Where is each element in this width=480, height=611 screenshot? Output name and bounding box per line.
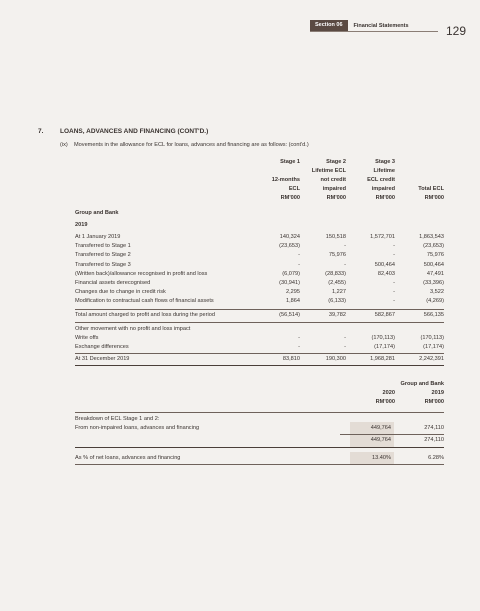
col-header: Lifetime — [373, 168, 395, 174]
cell-value: - — [298, 344, 300, 350]
cell-value: (4,269) — [426, 298, 444, 305]
cell-value: - — [344, 261, 346, 268]
cell-value: (56,514) — [279, 312, 300, 319]
cell-value: 47,491 — [426, 270, 444, 277]
sub-title: Movements in the allowance for ECL for loans, advances and financing are as follows: (cont'd.) — [74, 142, 309, 148]
header-rule — [310, 31, 438, 32]
cell-value: 1,227 — [332, 289, 346, 296]
cell-value: (33,396) — [423, 280, 444, 286]
cell-value: - — [393, 289, 395, 296]
cell-value: (23,653) — [423, 243, 444, 250]
cell-value: 500,464 — [374, 261, 395, 268]
cell-value: - — [393, 280, 395, 286]
rule — [75, 412, 444, 413]
row-label: (Written back)/allowance recognised in profit and loss — [75, 270, 208, 277]
col-header: ECL — [288, 186, 300, 192]
cell-value: 150,518 — [325, 234, 346, 240]
cell-value: 39,782 — [328, 312, 346, 319]
row-label: Total amount charged to profit and loss during the period — [75, 312, 215, 319]
row-label: Exchange differences — [75, 344, 129, 350]
section-header — [310, 20, 409, 31]
cell-value: - — [344, 243, 346, 250]
group-label: Group and Bank — [75, 210, 119, 216]
col-header: not credit — [320, 177, 346, 183]
table2-group-label: Group and Bank — [400, 381, 444, 387]
cell-value: - — [344, 344, 346, 350]
cell-value: (30,941) — [279, 280, 300, 286]
cell-value: 1,864 — [286, 298, 300, 305]
cell-value: - — [298, 261, 300, 268]
rule — [75, 365, 444, 366]
col-header: Lifetime ECL — [311, 168, 346, 174]
pct-label: As % of net loans, advances and financing — [75, 455, 181, 461]
col-header: 12-months — [271, 177, 300, 183]
col-header: Total ECL — [418, 186, 444, 192]
col-header: Stage 2 — [326, 159, 346, 165]
section-title: Financial Statements — [353, 22, 409, 29]
col-header: Stage 3 — [375, 159, 395, 165]
cell-value: (2,455) — [328, 280, 346, 286]
cell-value: 140,324 — [279, 234, 300, 240]
cell-value: (17,174) — [374, 344, 395, 350]
cell-value: 190,300 — [325, 356, 346, 363]
row-label: Changes due to change in credit risk — [75, 289, 166, 296]
row-label: At 31 December 2019 — [75, 356, 130, 363]
table2-unit: RM'000 — [424, 399, 444, 405]
cell-value: (6,079) — [282, 270, 300, 277]
cell-value: (17,174) — [423, 344, 444, 350]
row-label: Other movement with no profit and loss impact — [75, 325, 191, 332]
cell-value: - — [298, 334, 300, 341]
cell-value: 500,464 — [423, 261, 444, 268]
cell-value: 2,242,391 — [419, 356, 444, 363]
cell-value: 1,572,701 — [370, 234, 395, 240]
cell-value: 1,863,543 — [419, 234, 444, 240]
pct-value: 6.28% — [428, 455, 444, 461]
col-header: Stage 1 — [280, 159, 300, 165]
row-value: 449,764 — [370, 425, 391, 431]
row-value: 274,110 — [424, 425, 444, 431]
col-header: RM'000 — [424, 195, 444, 201]
cell-value: 566,135 — [423, 312, 444, 319]
rule — [340, 434, 444, 435]
col-header: impaired — [322, 186, 346, 192]
cell-value: - — [393, 252, 395, 259]
year-label: 2019 — [75, 222, 88, 228]
note-heading — [38, 128, 208, 135]
table2-year: 2019 — [431, 390, 444, 396]
cell-value: - — [393, 298, 395, 305]
col-header: impaired — [371, 186, 395, 192]
breakdown-label: Breakdown of ECL Stage 1 and 2: — [75, 416, 160, 422]
rule — [75, 464, 444, 465]
cell-value: (23,653) — [279, 243, 300, 250]
row-label: Write offs — [75, 334, 99, 341]
rule — [75, 447, 444, 448]
col-header: RM'000 — [375, 195, 395, 201]
row-label: From non-impaired loans, advances and financing — [75, 425, 200, 431]
cell-value: 75,976 — [328, 252, 346, 259]
cell-value: (28,833) — [325, 270, 346, 277]
cell-value: (170,113) — [371, 334, 395, 341]
rule — [75, 322, 444, 323]
table2-year: 2020 — [382, 390, 395, 396]
cell-value: 1,968,281 — [370, 356, 395, 363]
row-label: Modification to contractual cash flows of financial assets — [75, 298, 214, 305]
page-number: 129 — [446, 24, 467, 38]
cell-value: - — [344, 334, 346, 341]
row-label: Transferred to Stage 2 — [75, 252, 131, 259]
table2-unit: RM'000 — [375, 399, 395, 405]
row-label: Transferred to Stage 1 — [75, 243, 131, 250]
cell-value: (6,133) — [328, 298, 346, 305]
cell-value: 582,867 — [374, 312, 395, 319]
rule — [75, 353, 444, 354]
pct-value: 13.40% — [372, 455, 391, 461]
cell-value: - — [393, 243, 395, 250]
col-header: ECL credit — [367, 177, 395, 183]
row-label: At 1 January 2019 — [75, 234, 121, 240]
section-badge: Section 06 — [310, 20, 348, 31]
cell-value: 83,810 — [282, 356, 300, 363]
sub-number: (ix) — [60, 142, 68, 148]
cell-value: - — [298, 252, 300, 259]
note-subheading — [60, 142, 309, 148]
col-header: RM'000 — [280, 195, 300, 201]
cell-value: 2,295 — [286, 289, 300, 296]
cell-value: (170,113) — [420, 334, 444, 341]
cell-value: 75,976 — [426, 252, 444, 259]
rule — [75, 309, 444, 310]
cell-value: 3,522 — [430, 289, 444, 296]
col-header: RM'000 — [326, 195, 346, 201]
cell-value: 82,403 — [377, 270, 395, 277]
row-label: Financial assets derecognised — [75, 280, 151, 286]
subtotal-value: 449,764 — [370, 437, 391, 443]
subtotal-value: 274,110 — [424, 437, 444, 443]
note-title: LOANS, ADVANCES AND FINANCING (CONT'D.) — [60, 128, 209, 135]
row-label: Transferred to Stage 3 — [75, 261, 131, 268]
note-number: 7. — [38, 128, 44, 135]
